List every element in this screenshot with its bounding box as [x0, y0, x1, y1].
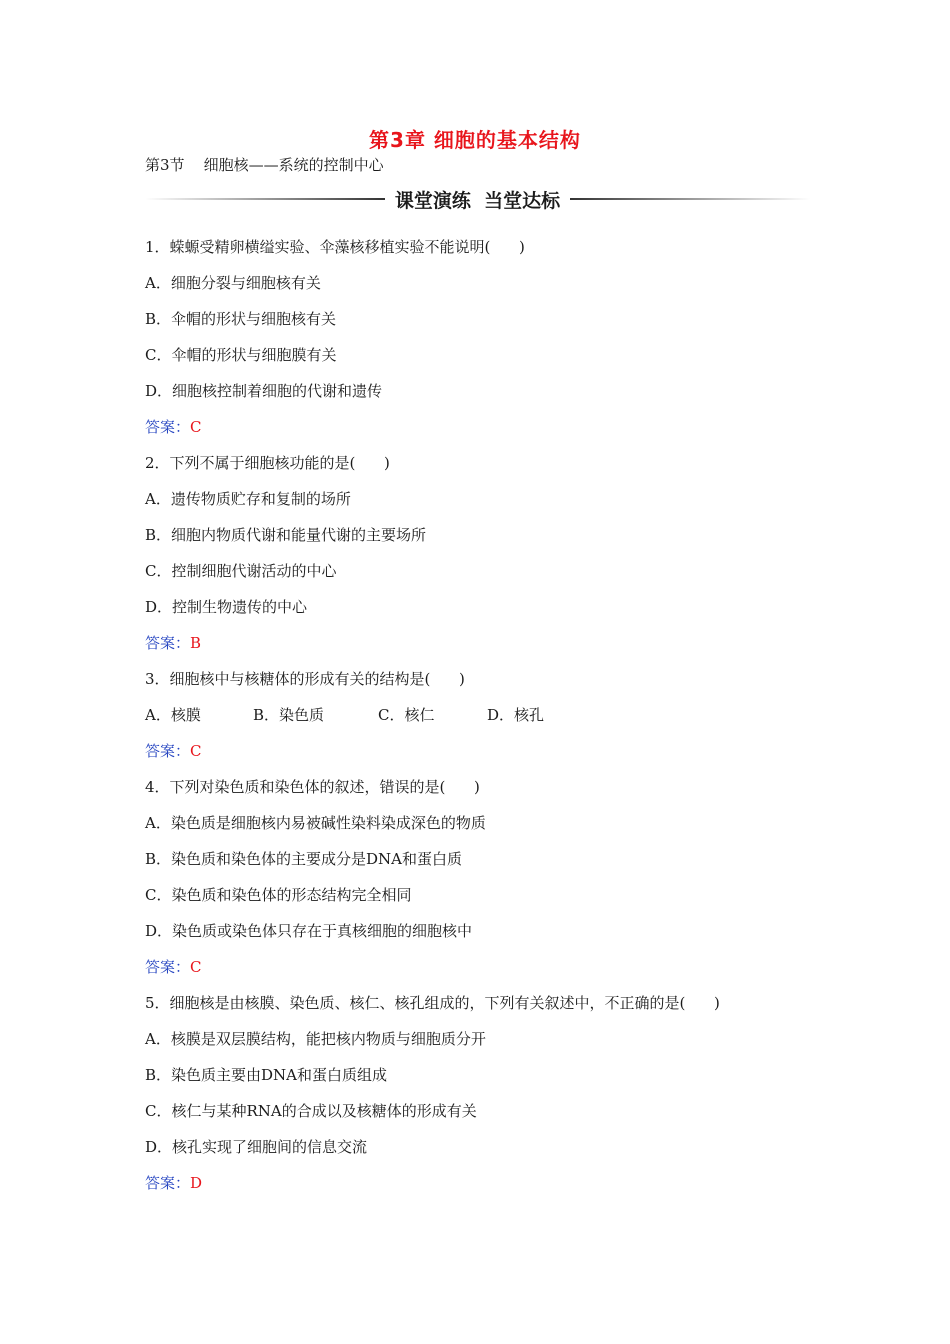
answer-label: 答案：	[145, 742, 191, 760]
question-stem: 2．下列不属于细胞核功能的是( )	[145, 454, 390, 472]
question-1	[145, 236, 825, 452]
answer-value: C	[190, 742, 202, 760]
option-d: D．染色质或染色体只存在于真核细胞的细胞核中	[145, 922, 473, 940]
question-stem: 1．蝾螈受精卵横缢实验、伞藻核移植实验不能说明( )	[145, 238, 525, 256]
answer-line	[145, 1172, 825, 1208]
question-stem: 4．下列对染色质和染色体的叙述，错误的是( )	[145, 778, 480, 796]
question-3	[145, 668, 825, 776]
option-a: A．核膜	[145, 706, 201, 724]
inline-options	[145, 704, 825, 740]
answer-label: 答案：	[145, 958, 191, 976]
answer-line	[145, 956, 825, 992]
answer-value: B	[190, 634, 202, 652]
option-b: B．细胞内物质代谢和能量代谢的主要场所	[145, 526, 427, 544]
question-4	[145, 776, 825, 992]
answer-label: 答案：	[145, 418, 191, 436]
option-d: D．控制生物遗传的中心	[145, 598, 308, 616]
section-subtitle: 第3节 细胞核——系统的控制中心	[145, 156, 384, 174]
option-a: A．核膜是双层膜结构，能把核内物质与细胞质分开	[145, 1030, 486, 1048]
answer-line	[145, 632, 825, 668]
option-d: D．核孔实现了细胞间的信息交流	[145, 1138, 368, 1156]
question-2	[145, 452, 825, 668]
option-b: B．染色质	[253, 706, 325, 724]
option-c: C．核仁	[378, 706, 435, 724]
chapter-title: 第3章 细胞的基本结构	[369, 128, 581, 152]
banner-rule-right	[570, 198, 810, 200]
option-c: C．染色质和染色体的形态结构完全相同	[145, 886, 412, 904]
answer-value: D	[190, 1174, 203, 1192]
question-5	[145, 992, 825, 1208]
option-c: C．核仁与某种RNA的合成以及核糖体的形成有关	[145, 1102, 477, 1120]
option-a: A．遗传物质贮存和复制的场所	[145, 490, 351, 508]
question-stem: 3．细胞核中与核糖体的形成有关的结构是( )	[145, 670, 465, 688]
answer-value: C	[190, 958, 202, 976]
answer-label: 答案：	[145, 634, 191, 652]
question-list	[145, 236, 825, 1208]
option-b: B．染色质主要由DNA和蛋白质组成	[145, 1066, 388, 1084]
banner-title: 课堂演练 当堂达标	[394, 190, 561, 212]
option-a: A．细胞分裂与细胞核有关	[145, 274, 321, 292]
banner-rule-left	[145, 198, 385, 200]
question-stem: 5．细胞核是由核膜、染色质、核仁、核孔组成的，下列有关叙述中，不正确的是( )	[145, 994, 720, 1012]
section-banner	[145, 186, 810, 212]
answer-line	[145, 740, 825, 776]
option-b: B．伞帽的形状与细胞核有关	[145, 310, 337, 328]
option-d: D．核孔	[487, 706, 545, 724]
option-c: C．伞帽的形状与细胞膜有关	[145, 346, 337, 364]
option-b: B．染色质和染色体的主要成分是DNA和蛋白质	[145, 850, 463, 868]
answer-label: 答案：	[145, 1174, 191, 1192]
option-d: D．细胞核控制着细胞的代谢和遗传	[145, 382, 383, 400]
option-a: A．染色质是细胞核内易被碱性染料染成深色的物质	[145, 814, 486, 832]
answer-value: C	[190, 418, 202, 436]
option-c: C．控制细胞代谢活动的中心	[145, 562, 337, 580]
answer-line	[145, 416, 825, 452]
